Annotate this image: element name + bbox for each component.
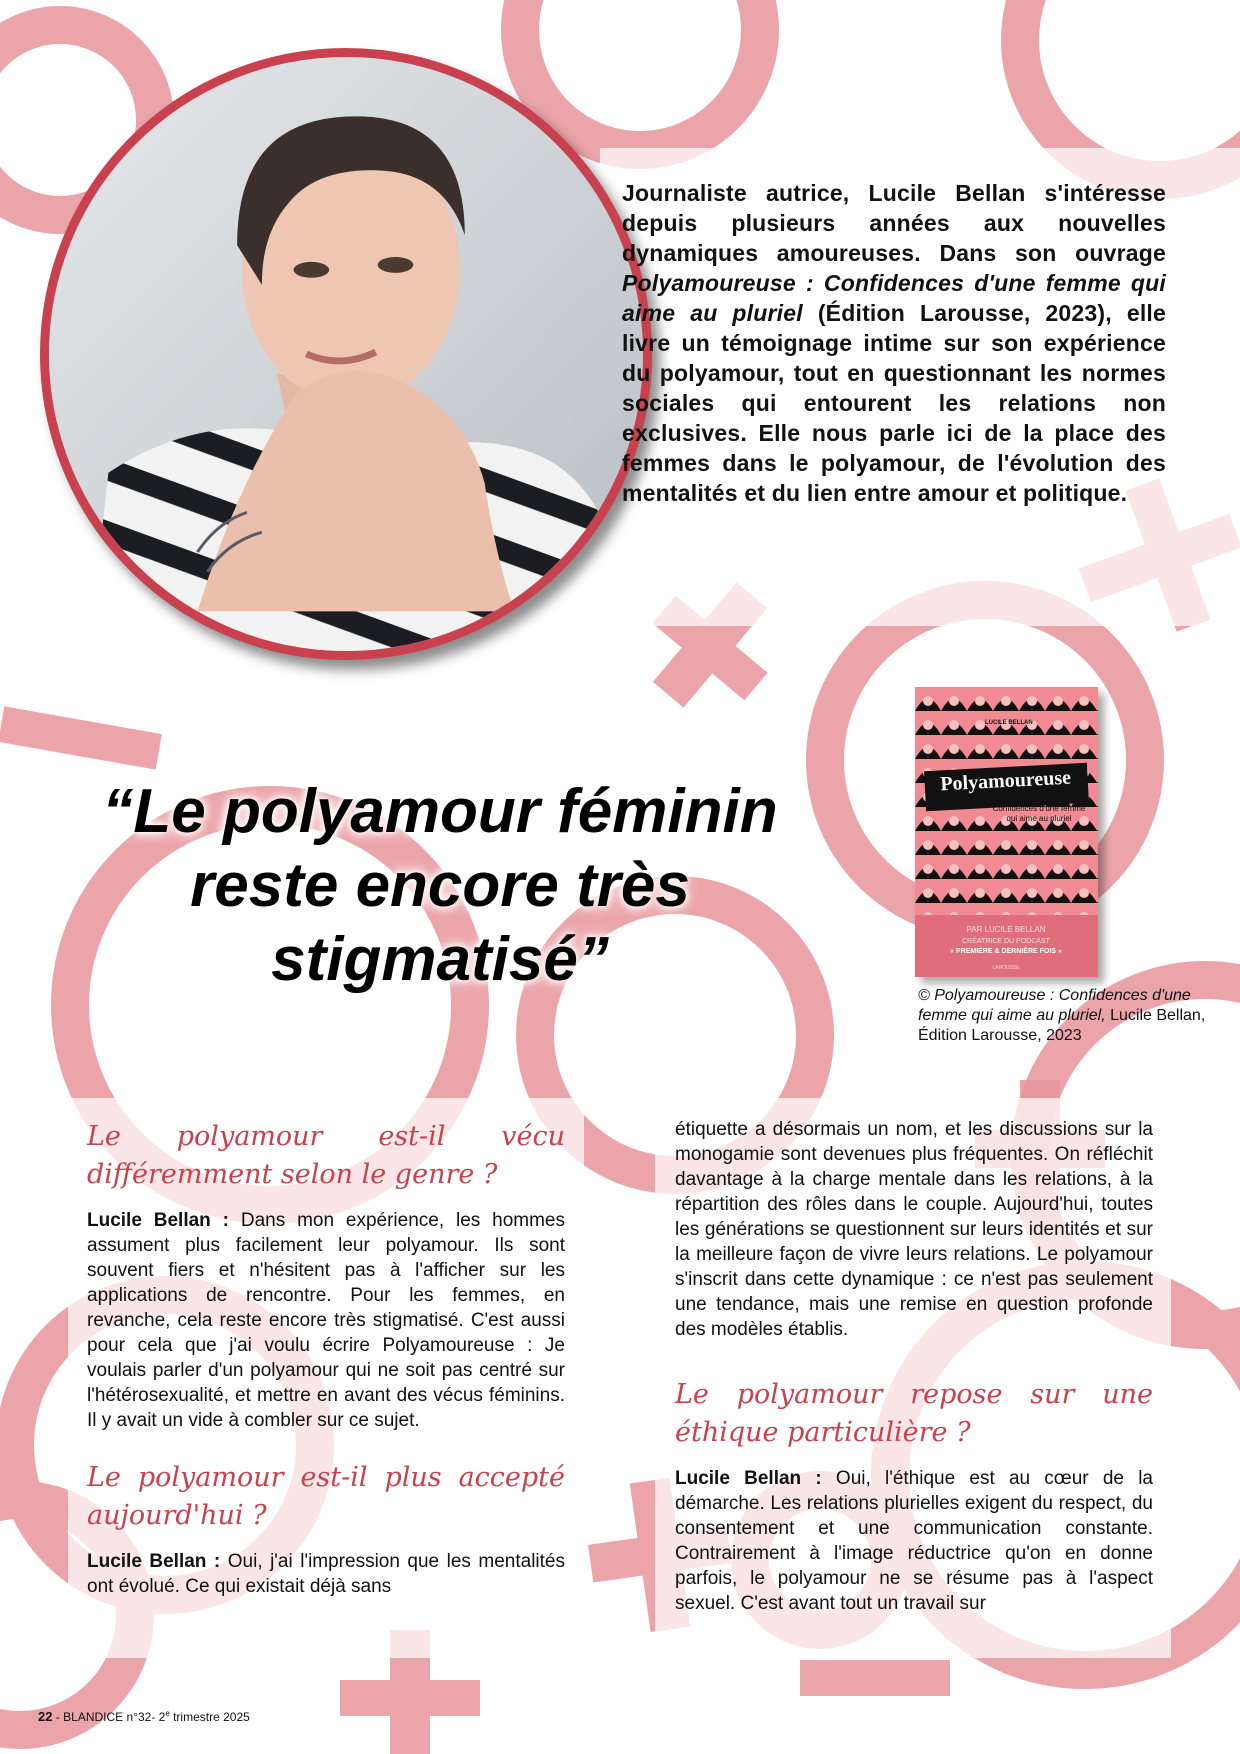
intro-text-part1: Journaliste autrice, Lucile Bellan s'intéresse depuis plusieurs années aux nouvelles dynamiques amoureuses. Dans son ouvrage [622,180,1166,266]
right-column [675,1117,1153,1636]
caption-italic: © Polyamoureuse : Confidences d'une femme qui aime au pluriel, [918,987,1191,1024]
cover-podcast-2: « PREMIÈRE & DERNIÈRE FOIS » [950,948,1062,955]
answer-text: Oui, l'éthique est au cœur de la démarche. Les relations plurielles exigent du respect, du consentement et une communication constante. Contrairement à l'image réductrice qu'on en donne parfois, le polyamour ne se résume pas à l'aspect sexuel. C'est avant tout un travail sur [675,1468,1153,1614]
speaker-label: Lucile Bellan : [675,1468,822,1489]
cover-subtitle-1: Confidences d'une femme [992,804,1086,813]
footer-text-2: trimestre 2025 [169,1710,250,1724]
caption-plain: Lucile Bellan, Édition Larousse, 2023 [918,1007,1206,1044]
answer-text: Oui, j'ai l'impression que les mentalités ont évolué. Ce qui existait déjà sans [87,1551,566,1597]
answer-acceptance-continued: étiquette a désormais un nom, et les discussions sur la monogamie sont devenues plus fréquentes. On réfléchit davantage à la charge mentale dans les relations, à la répartition des rôles dans le couple. Aujourd'hui, toutes les générations se questionnent sur leurs identités et sur la meilleure façon de vivre leurs relations. Le polyamour s'inscrit dans cette dynamique : ce n'est pas seulement une tendance, mais une remise en question profonde des modèles établis. [675,1119,1153,1340]
intro-paragraph [622,178,1166,508]
question-heading-acceptance: Le polyamour est-il plus accepté aujourd'hui ? [87,1462,565,1531]
answer-acceptance [87,1549,565,1599]
footer-superscript: e [165,1709,170,1718]
question-heading-gender: Le polyamour est-il vécu différemment selon le genre ? [87,1121,565,1190]
cover-publisher: LAROUSSE [992,965,1020,971]
pull-quote: “Le polyamour féminin reste encore très stigmatisé” [102,777,778,994]
cover-subtitle-2: qui aime au pluriel [1006,814,1072,823]
book-cover [915,687,1098,977]
left-column [87,1118,565,1619]
intro-book-title: Polyamoureuse : Confidences d'une femme qui aime au pluriel [622,270,1166,326]
page-footer [38,1709,250,1724]
portrait-illustration [49,57,643,651]
cover-title: Polyamoureuse [939,766,1072,796]
page-number: 22 [38,1709,53,1724]
cover-by-line: PAR LUCILE BELLAN [966,925,1046,934]
author-portrait [40,48,652,660]
question-heading-ethics: Le polyamour repose sur une éthique particulière ? [675,1379,1153,1448]
footer-text: - BLANDICE n°32- 2 [52,1710,166,1724]
answer-gender [87,1208,565,1433]
cover-author: LUCILE BELLAN [985,720,1033,726]
intro-text-part2: (Édition Larousse, 2023), elle livre un témoignage intime sur son expérience du polyamour, tout en questionnant les normes sociales qui entourent les relations non exclusives. Elle nous parle ici de la place des femmes dans le polyamour, de l'évolution des mentalités et du lien entre amour et politique. [622,300,1166,506]
answer-ethics [675,1466,1153,1616]
book-caption [918,986,1218,1046]
speaker-label: Lucile Bellan : [87,1551,221,1572]
speaker-label: Lucile Bellan : [87,1210,229,1231]
cover-podcast-1: CRÉATRICE DU PODCAST [962,938,1050,945]
answer-text: Dans mon expérience, les hommes assument plus facilement leur polyamour. Ils sont souvent fiers et n'hésitent pas à l'afficher sur les applications de rencontre. Pour les femmes, en revanche, cela reste encore très stigmatisé. C'est aussi pour cela que j'ai voulu écrire Polyamoureuse : Je voulais parler d'un polyamour qui ne soit pas centré sur l'hétérosexualité, et mettre en avant des vécus féminins. Il y avait un vide à combler sur ce sujet. [87,1210,565,1431]
